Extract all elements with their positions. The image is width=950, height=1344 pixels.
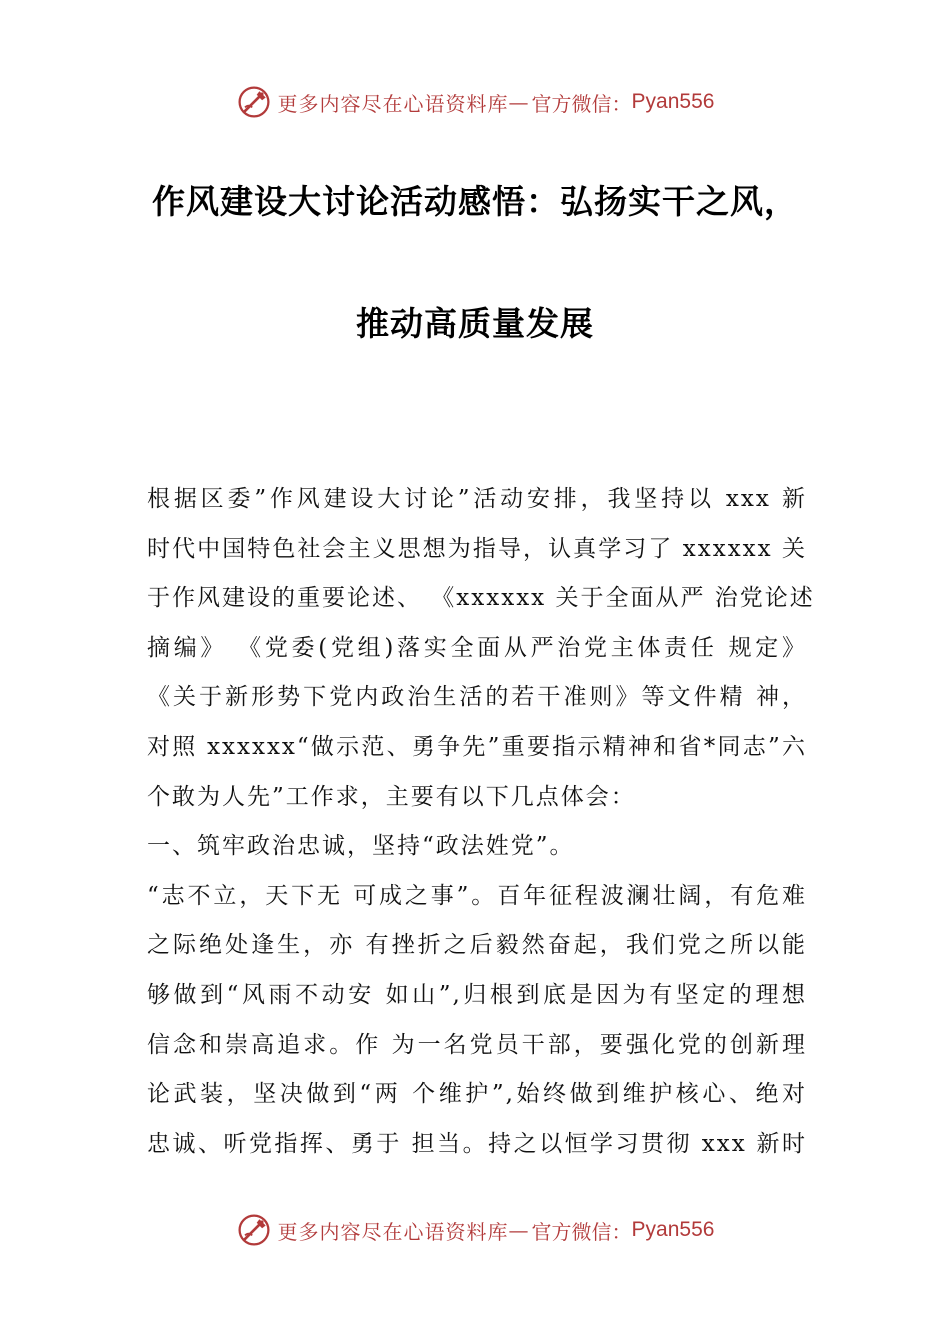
body-line: 对照 xxxxxx“做示范、勇争先”重要指示精神和省*同志”六 bbox=[147, 733, 807, 760]
body-line: 于作风建设的重要论述、 《xxxxxx 关于全面从严 治党论述 bbox=[147, 585, 815, 612]
watermark-wechat-id: Pyan556 bbox=[631, 1218, 715, 1241]
body-line: “志不立，天下无 可成之事”。百年征程波澜壮阔，有危难 bbox=[147, 882, 807, 909]
body-line: 信念和崇高追求。作 为一名党员干部，要强化党的创新理 bbox=[147, 1031, 807, 1058]
watermark-dash: — bbox=[508, 90, 530, 114]
watermark-text: 更多内容尽在心语资料库 bbox=[277, 91, 509, 116]
body-line: 论武装，坚决做到“两 个维护”,始终做到维护核心、绝对 bbox=[147, 1081, 807, 1108]
body-line: 时代中国特色社会主义思想为指导，认真学习了 xxxxxx 关 bbox=[147, 535, 807, 562]
body-line: 《关于新形势下党内政治生活的若干准则》等文件精 神， bbox=[147, 684, 807, 711]
body-line: 摘编》 《党委(党组)落实全面从严治党主体责任 规定》 bbox=[147, 634, 807, 661]
body-line: 之际绝处逢生，亦 有挫折之后毅然奋起，我们党之所以能 bbox=[147, 932, 807, 959]
body-line: 够做到“风雨不动安 如山”,归根到底是因为有坚定的理想 bbox=[147, 981, 807, 1008]
body-line: 根据区委”作风建设大讨论”活动安排，我坚持以 xxx 新 bbox=[147, 486, 807, 512]
watermark-wechat-id: Pyan556 bbox=[631, 90, 715, 113]
section-heading-1: 一、筑牢政治忠诚，坚持“政法姓党”。 bbox=[147, 833, 575, 860]
watermark-banner-top bbox=[0, 82, 950, 122]
body-line: 忠诚、听党指挥、勇于 担当。持之以恒学习贯彻 xxx 新时 bbox=[147, 1130, 807, 1157]
watermark-wechat-label: 官方微信： bbox=[531, 91, 632, 116]
body-line: 个敢为人先”工作求，主要有以下几点体会： bbox=[147, 783, 636, 810]
pen-logo-icon bbox=[236, 1212, 272, 1248]
document-title-line-2: 推动高质量发展 bbox=[356, 304, 594, 343]
document-body bbox=[147, 475, 815, 1169]
watermark-banner-bottom bbox=[0, 1210, 950, 1250]
watermark-text: 更多内容尽在心语资料库 bbox=[277, 1219, 509, 1244]
document-title-line-1: 作风建设大讨论活动感悟：弘扬实干之风， bbox=[152, 182, 798, 221]
watermark-dash: — bbox=[508, 1218, 530, 1242]
watermark-wechat-label: 官方微信： bbox=[531, 1219, 632, 1244]
pen-logo-icon bbox=[236, 84, 272, 120]
